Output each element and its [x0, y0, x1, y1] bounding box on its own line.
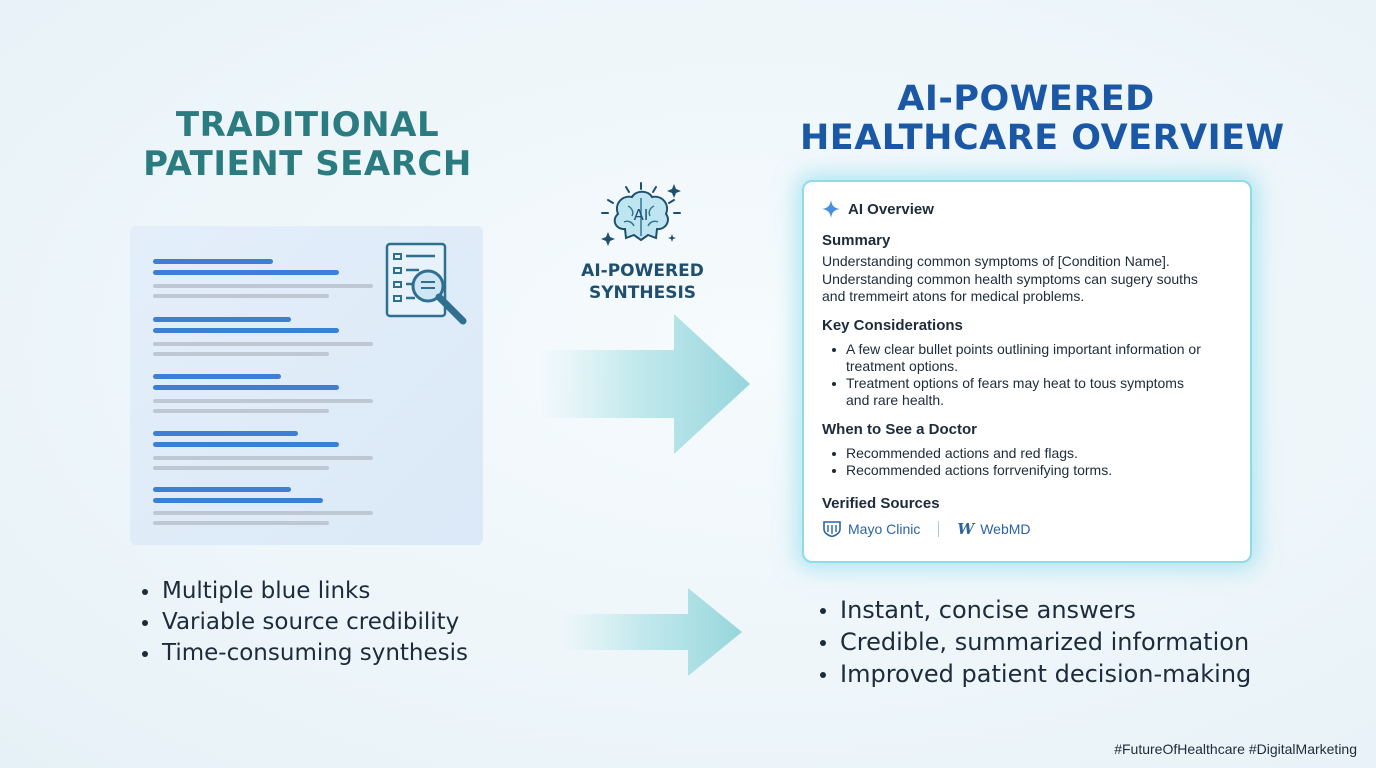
- search-result-snippet: [153, 521, 329, 525]
- ai-synthesis-label: [560, 260, 725, 304]
- document-search-icon: [385, 242, 471, 328]
- key-considerations-list: [828, 341, 1201, 409]
- left-title-line-1: TRADITIONAL: [175, 105, 440, 145]
- list-item: Variable source credibility: [140, 607, 468, 638]
- search-result-link[interactable]: [153, 374, 281, 379]
- list-item-line: Recommended actions and red flags.: [846, 445, 1078, 461]
- search-result-link[interactable]: [153, 270, 339, 275]
- search-result-snippet: [153, 294, 329, 298]
- list-item: [828, 341, 1201, 375]
- list-item: Improved patient decision-making: [818, 658, 1251, 690]
- traditional-drawbacks-list: [140, 576, 468, 669]
- list-item: [828, 445, 1112, 462]
- summary-line: and tremmeirt atons for medical problems.: [822, 288, 1085, 304]
- arrow-right-icon: [560, 588, 742, 676]
- list-item-line: and rare health.: [846, 392, 945, 408]
- search-result-snippet: [153, 511, 373, 515]
- source-name: WebMD: [980, 521, 1031, 537]
- doctor-list: [828, 445, 1112, 479]
- list-item: [828, 375, 1201, 409]
- list-item: Time-consuming synthesis: [140, 638, 468, 669]
- traditional-search-title: [110, 106, 505, 184]
- summary-line: Understanding common symptoms of [Condition Name].: [822, 253, 1170, 269]
- source-mayo-clinic[interactable]: [822, 521, 920, 537]
- source-webmd[interactable]: [957, 520, 1030, 538]
- search-result-snippet: [153, 466, 329, 470]
- list-item: Credible, summarized information: [818, 626, 1251, 658]
- summary-heading: Summary: [822, 232, 891, 249]
- search-result-snippet: [153, 409, 329, 413]
- list-item-line: A few clear bullet points outlining important information or: [846, 341, 1201, 357]
- list-item-line: Recommended actions forrvenifying torms.: [846, 462, 1113, 478]
- summary-text: [822, 253, 1198, 306]
- synthesis-label-line-1: AI-POWERED: [581, 261, 704, 281]
- search-result-snippet: [153, 399, 373, 403]
- search-result-link[interactable]: [153, 498, 323, 503]
- mayo-shield-icon: [822, 521, 842, 537]
- webmd-w-icon: W: [957, 520, 975, 538]
- search-result-snippet: [153, 342, 373, 346]
- ai-brain-icon: [596, 180, 686, 252]
- search-result-link[interactable]: [153, 385, 339, 390]
- search-result-link[interactable]: [153, 317, 291, 322]
- source-divider: [938, 521, 939, 537]
- synthesis-label-line-2: SYNTHESIS: [588, 283, 697, 303]
- list-item-line: treatment options.: [846, 358, 959, 374]
- search-result-link[interactable]: [153, 431, 298, 436]
- search-result-link[interactable]: [153, 487, 291, 492]
- search-result-link[interactable]: [153, 328, 339, 333]
- when-to-see-doctor-heading: When to See a Doctor: [822, 421, 978, 438]
- verified-sources: [822, 520, 1031, 538]
- search-result-snippet: [153, 352, 329, 356]
- ai-overview-header: [822, 200, 934, 218]
- list-item: [828, 462, 1112, 479]
- ai-overview-title: [800, 79, 1285, 158]
- list-item: Multiple blue links: [140, 576, 468, 607]
- list-item: Instant, concise answers: [818, 594, 1251, 626]
- ai-benefits-list: [818, 594, 1251, 690]
- verified-sources-heading: Verified Sources: [822, 495, 940, 512]
- search-result-link[interactable]: [153, 259, 273, 264]
- search-result-link[interactable]: [153, 442, 339, 447]
- right-title-line-1: AI-POWERED: [897, 79, 1155, 119]
- summary-line: Understanding common health symptoms can sugery souths: [822, 270, 1198, 287]
- key-considerations-heading: Key Considerations: [822, 317, 963, 334]
- left-title-line-2: PATIENT SEARCH: [143, 144, 472, 184]
- list-item-line: Treatment options of fears may heat to tous symptoms: [846, 375, 1184, 391]
- brain-ai-text: AI: [633, 206, 649, 224]
- hashtags: #FutureOfHealthcare #DigitalMarketing: [1114, 741, 1357, 757]
- source-name: Mayo Clinic: [848, 521, 921, 537]
- search-result-snippet: [153, 456, 373, 460]
- search-result-snippet: [153, 284, 373, 288]
- sparkle-icon: [822, 200, 840, 218]
- ai-overview-label: AI Overview: [848, 200, 934, 218]
- arrow-right-icon: [540, 314, 750, 454]
- ai-overview-card: [802, 180, 1252, 563]
- right-title-line-2: HEALTHCARE OVERVIEW: [800, 118, 1285, 158]
